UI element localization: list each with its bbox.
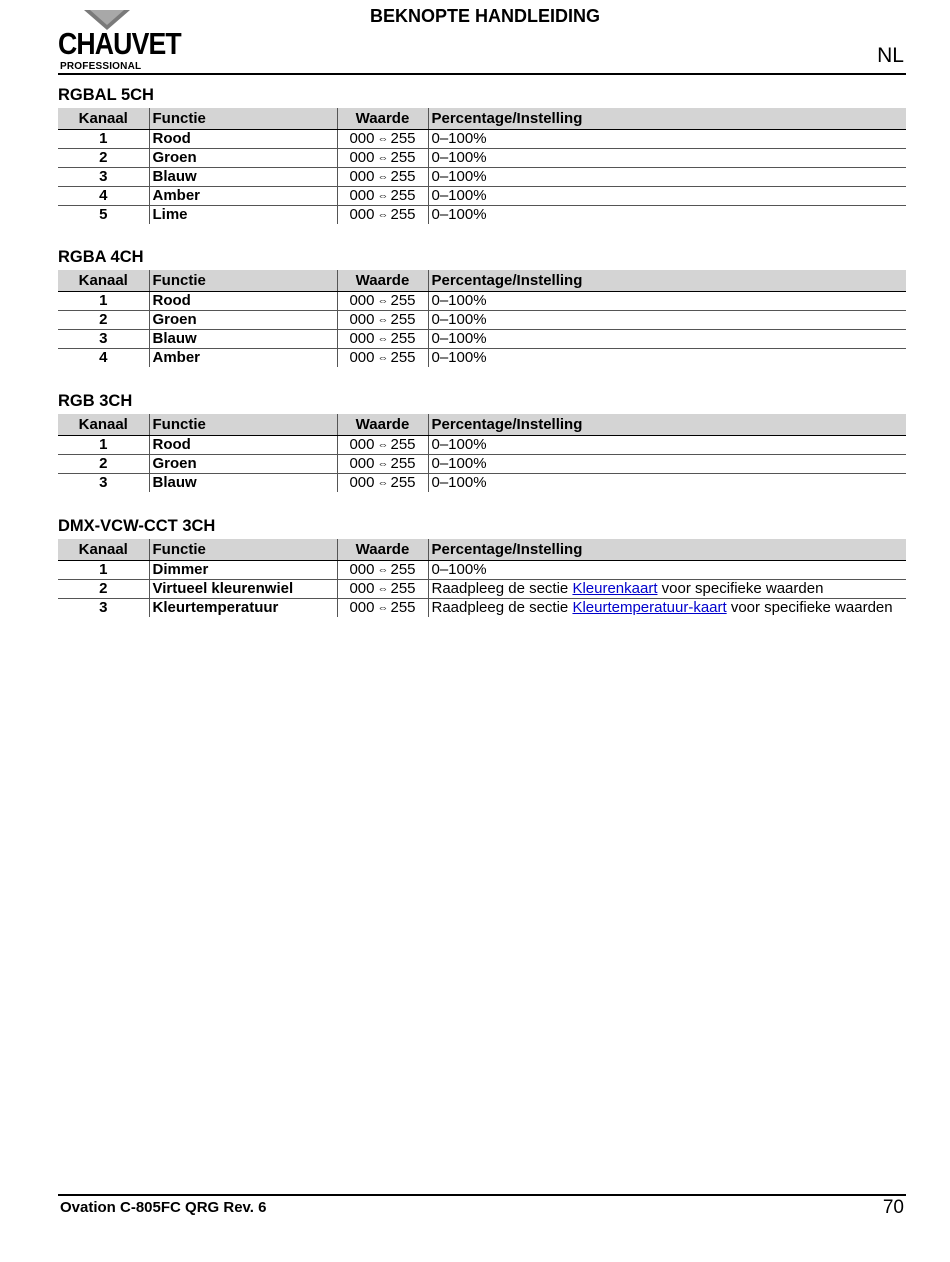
cell-setting: [428, 580, 906, 599]
cell-value: [337, 149, 428, 168]
setting-suffix: voor specifieke waarden: [726, 599, 893, 616]
value-from: 000: [349, 455, 375, 472]
cell-function: Rood: [149, 436, 337, 455]
value-to: 255: [390, 168, 416, 185]
value-to: 255: [390, 474, 416, 491]
cell-channel: 4: [99, 349, 108, 366]
cell-value: [337, 130, 428, 149]
cell-function: Virtueel kleurenwiel: [149, 580, 337, 599]
value-from: 000: [349, 474, 375, 491]
double-arrow-icon: ⇔: [377, 190, 388, 202]
cell-channel: 1: [58, 561, 149, 580]
footer-document-title: Ovation C-805FC QRG Rev. 6: [60, 1199, 267, 1216]
col-kanaal: Kanaal: [58, 539, 149, 561]
table-row: [58, 130, 906, 149]
cell-function: Rood: [149, 130, 337, 149]
cell-channel: 2: [58, 455, 149, 474]
table-row: [58, 168, 906, 187]
table-row: [58, 455, 906, 474]
value-from: 000: [349, 436, 375, 453]
double-arrow-icon: ⇔: [377, 333, 388, 345]
cell-function: Groen: [149, 311, 337, 330]
cell-channel: 1: [58, 292, 149, 311]
section-title: RGBA 4CH: [58, 248, 144, 266]
value-from: 000: [349, 349, 375, 366]
col-percentage: Percentage/Instelling: [428, 414, 906, 436]
cell-channel: 1: [58, 130, 149, 149]
cell-setting: 0–100%: [428, 187, 906, 206]
value-from: 000: [349, 187, 375, 204]
dmx-table: [58, 414, 906, 492]
cell-channel: 3: [58, 168, 149, 187]
double-arrow-icon: ⇔: [377, 583, 388, 595]
dmx-table: [58, 270, 906, 367]
cell-setting: 0–100%: [428, 311, 906, 330]
table-row: [58, 436, 906, 455]
table-row: [58, 187, 906, 206]
value-from: 000: [349, 130, 375, 147]
cell-function: Blauw: [149, 330, 337, 349]
col-kanaal: Kanaal: [58, 108, 149, 130]
cell-channel: 2: [58, 149, 149, 168]
cell-value: [337, 436, 428, 455]
cell-setting: 0–100%: [428, 130, 906, 149]
cell-setting: [428, 599, 906, 618]
col-functie: Functie: [149, 108, 337, 130]
double-arrow-icon: ⇔: [377, 171, 388, 183]
cell-setting: 0–100%: [428, 349, 906, 368]
cell-setting: 0–100%: [428, 455, 906, 474]
setting-prefix: Raadpleeg de sectie: [431, 599, 573, 616]
col-waarde: Waarde: [337, 414, 428, 436]
double-arrow-icon: ⇔: [377, 477, 388, 489]
cell-value: [337, 187, 428, 206]
section-rgb-3ch: [58, 390, 906, 492]
value-from: 000: [349, 311, 375, 328]
cell-value: [337, 599, 428, 618]
cell-channel: 1: [58, 436, 149, 455]
value-from: 000: [349, 580, 375, 597]
col-percentage: Percentage/Instelling: [428, 539, 906, 561]
table-row: [58, 149, 906, 168]
table-row: [58, 292, 906, 311]
table-row: [58, 561, 906, 580]
value-to: 255: [390, 599, 416, 616]
double-arrow-icon: ⇔: [377, 439, 388, 451]
cell-value: [337, 206, 428, 225]
kleurenkaart-link[interactable]: Kleurenkaart: [572, 580, 658, 597]
brand-sub: PROFESSIONAL: [60, 61, 142, 72]
cell-setting: 0–100%: [428, 330, 906, 349]
value-to: 255: [390, 580, 416, 597]
section-title: DMX-VCW-CCT 3CH: [58, 517, 216, 535]
cell-channel: 2: [58, 580, 149, 599]
double-arrow-icon: ⇔: [377, 602, 388, 614]
cell-setting: 0–100%: [428, 149, 906, 168]
dmx-table: [58, 539, 906, 617]
value-to: 255: [390, 149, 416, 166]
cell-value: [337, 311, 428, 330]
double-arrow-icon: ⇔: [377, 352, 388, 364]
cell-function: Blauw: [149, 168, 337, 187]
double-arrow-icon: ⇔: [377, 314, 388, 326]
value-to: 255: [390, 455, 416, 472]
value-from: 000: [349, 599, 375, 616]
value-from: 000: [349, 561, 375, 578]
value-to: 255: [390, 349, 416, 366]
cell-value: [337, 330, 428, 349]
cell-function: Lime: [149, 206, 337, 225]
double-arrow-icon: ⇔: [377, 152, 388, 164]
section-title: RGBAL 5CH: [58, 86, 154, 104]
header-divider: [58, 73, 906, 75]
col-functie: Functie: [149, 414, 337, 436]
cell-value: [337, 580, 428, 599]
cell-channel: 3: [99, 599, 108, 616]
cell-function: Rood: [149, 292, 337, 311]
table-row: [58, 311, 906, 330]
table-header-row: [58, 414, 906, 436]
value-from: 000: [349, 292, 375, 309]
value-to: 255: [390, 561, 416, 578]
page-number: 70: [882, 1197, 904, 1218]
value-to: 255: [390, 187, 416, 204]
value-to: 255: [390, 330, 416, 347]
col-waarde: Waarde: [337, 108, 428, 130]
table-header-row: [58, 270, 906, 292]
value-to: 255: [390, 311, 416, 328]
double-arrow-icon: ⇔: [377, 458, 388, 470]
table-row: [58, 330, 906, 349]
col-functie: Functie: [149, 539, 337, 561]
table-row: [58, 599, 906, 618]
footer-divider: [58, 1194, 906, 1196]
cell-setting: 0–100%: [428, 168, 906, 187]
col-waarde: Waarde: [337, 539, 428, 561]
col-kanaal: Kanaal: [58, 270, 149, 292]
section-title: RGB 3CH: [58, 392, 133, 410]
page-header-title: BEKNOPTE HANDLEIDING: [369, 6, 600, 26]
cell-channel: 3: [58, 330, 149, 349]
cell-setting: 0–100%: [428, 474, 906, 493]
cell-value: [337, 292, 428, 311]
cell-function: Amber: [149, 349, 337, 368]
table-row: [58, 206, 906, 225]
cell-value: [337, 168, 428, 187]
cell-value: [337, 474, 428, 493]
col-waarde: Waarde: [337, 270, 428, 292]
table-row: [58, 474, 906, 493]
cell-channel: 3: [99, 474, 108, 491]
col-percentage: Percentage/Instelling: [428, 270, 906, 292]
language-code: NL: [877, 44, 904, 67]
setting-suffix: voor specifieke waarden: [657, 580, 824, 597]
value-from: 000: [349, 149, 375, 166]
cell-function: Kleurtemperatuur: [149, 599, 337, 618]
value-from: 000: [349, 330, 375, 347]
dmx-table: [58, 108, 906, 224]
value-from: 000: [349, 168, 375, 185]
cell-setting: 0–100%: [428, 292, 906, 311]
cell-channel: 4: [58, 187, 149, 206]
cell-value: [337, 561, 428, 580]
col-percentage: Percentage/Instelling: [428, 108, 906, 130]
cell-function: Groen: [149, 455, 337, 474]
table-row: [58, 349, 906, 368]
double-arrow-icon: ⇔: [377, 209, 388, 221]
setting-prefix: Raadpleeg de sectie: [431, 580, 573, 597]
cell-value: [337, 455, 428, 474]
col-functie: Functie: [149, 270, 337, 292]
section-rgbal-5ch: [58, 84, 906, 224]
section-rgba-4ch: [58, 246, 906, 367]
cell-function: Amber: [149, 187, 337, 206]
cell-setting: 0–100%: [428, 206, 906, 225]
value-to: 255: [390, 292, 416, 309]
double-arrow-icon: ⇔: [377, 133, 388, 145]
cell-setting: 0–100%: [428, 436, 906, 455]
value-to: 255: [390, 130, 416, 147]
double-arrow-icon: ⇔: [377, 295, 388, 307]
table-row: [58, 580, 906, 599]
value-to: 255: [390, 436, 416, 453]
cell-function: Blauw: [149, 474, 337, 493]
double-arrow-icon: ⇔: [377, 564, 388, 576]
cell-function: Dimmer: [149, 561, 337, 580]
cell-value: [337, 349, 428, 368]
cell-channel: 5: [99, 206, 108, 223]
table-header-row: [58, 108, 906, 130]
kleurtemperatuur-kaart-link[interactable]: Kleurtemperatuur-kaart: [572, 599, 727, 616]
cell-channel: 2: [58, 311, 149, 330]
cell-function: Groen: [149, 149, 337, 168]
table-header-row: [58, 539, 906, 561]
value-from: 000: [349, 206, 375, 223]
brand-wordmark: CHAUVET: [58, 26, 181, 61]
cell-setting: 0–100%: [428, 561, 906, 580]
value-to: 255: [390, 206, 416, 223]
section-dmx-vcw-cct-3ch: [58, 515, 906, 617]
col-kanaal: Kanaal: [58, 414, 149, 436]
